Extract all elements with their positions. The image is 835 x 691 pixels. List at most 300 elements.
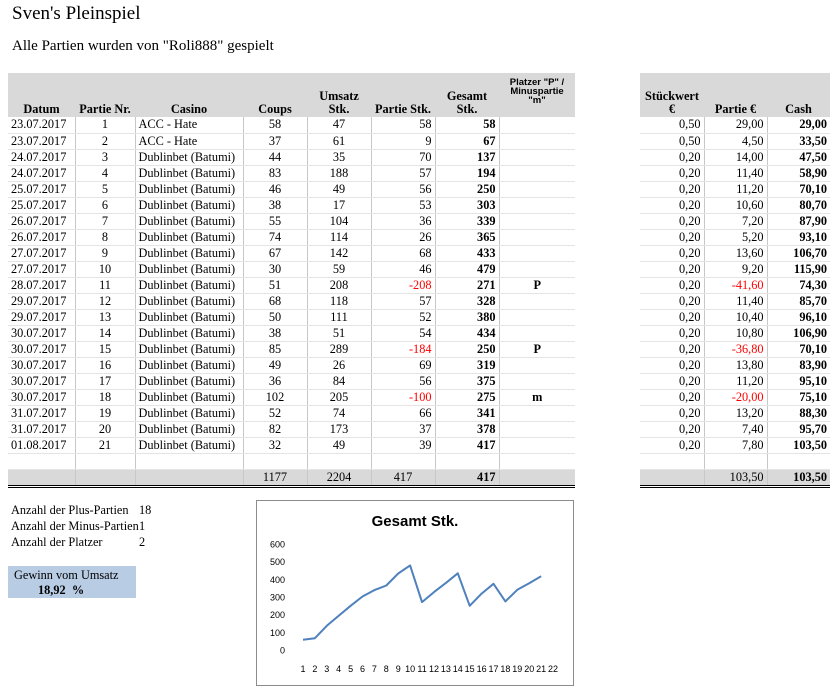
chart-gesamt	[256, 500, 574, 686]
cell-cash: 29,00	[767, 117, 830, 133]
header-platzer-line1: Platzer "P" /	[509, 77, 565, 88]
cell-umsatz: 49	[307, 437, 371, 453]
cell-partie-nr: 2	[75, 133, 135, 149]
blank-cell	[704, 453, 767, 469]
x-tick-label: 15	[464, 664, 475, 674]
cash-row	[640, 197, 830, 213]
cash-row	[640, 421, 830, 437]
cell-gesamt: 434	[435, 325, 499, 341]
y-tick-label: 400	[269, 574, 285, 585]
cell-platzer-mark	[499, 357, 575, 373]
table-row	[8, 357, 575, 373]
table-row	[8, 277, 575, 293]
cell-platzer-mark	[499, 213, 575, 229]
x-tick-label: 18	[500, 664, 511, 674]
x-tick-label: 5	[348, 664, 354, 674]
x-tick-label: 11	[417, 664, 427, 674]
cell-stueckwert: 0,20	[640, 197, 704, 213]
table-row	[8, 437, 575, 453]
total-empty	[8, 469, 75, 486]
cell-stueckwert: 0,50	[640, 117, 704, 133]
cell-datum: 29.07.2017	[8, 293, 75, 309]
summary-platzer-label: Anzahl der Platzer	[11, 535, 103, 549]
cell-coups: 68	[243, 293, 307, 309]
total-empty	[499, 469, 575, 486]
cell-gesamt: 479	[435, 261, 499, 277]
cell-partie-nr: 17	[75, 373, 135, 389]
header-platzer-line2: Minuspartie	[510, 86, 564, 97]
cell-partie-stk: -208	[371, 277, 435, 293]
cell-cash: 93,10	[767, 229, 830, 245]
cell-partie-eur: 10,60	[704, 197, 767, 213]
cell-umsatz: 59	[307, 261, 371, 277]
cell-gesamt: 365	[435, 229, 499, 245]
cell-partie-eur: 13,80	[704, 357, 767, 373]
cell-casino: Dublinbet (Batumi)	[135, 197, 243, 213]
cell-cash: 87,90	[767, 213, 830, 229]
cell-partie-eur: 10,80	[704, 325, 767, 341]
cash-row	[640, 341, 830, 357]
cell-umsatz: 26	[307, 357, 371, 373]
cell-casino: Dublinbet (Batumi)	[135, 389, 243, 405]
blank-cell	[75, 453, 135, 469]
cash-row	[640, 293, 830, 309]
page-subtitle: Alle Partien wurden von "Roli888" gespielt	[12, 38, 274, 54]
cell-platzer-mark	[499, 373, 575, 389]
cell-stueckwert: 0,20	[640, 213, 704, 229]
cell-partie-nr: 19	[75, 405, 135, 421]
cell-cash: 47,50	[767, 149, 830, 165]
cell-stueckwert: 0,20	[640, 389, 704, 405]
cash-row	[640, 229, 830, 245]
cash-row	[640, 165, 830, 181]
header-partie-stk: Partie Stk.	[371, 73, 435, 117]
cell-coups: 44	[243, 149, 307, 165]
cell-umsatz: 142	[307, 245, 371, 261]
cell-umsatz: 118	[307, 293, 371, 309]
cell-casino: Dublinbet (Batumi)	[135, 149, 243, 165]
table-row	[8, 229, 575, 245]
x-tick-label: 8	[383, 664, 389, 674]
cell-partie-nr: 13	[75, 309, 135, 325]
cell-stueckwert: 0,20	[640, 293, 704, 309]
cell-partie-stk: 26	[371, 229, 435, 245]
cell-platzer-mark	[499, 149, 575, 165]
cell-platzer-mark	[499, 117, 575, 133]
cell-casino: Dublinbet (Batumi)	[135, 437, 243, 453]
cell-casino: Dublinbet (Batumi)	[135, 213, 243, 229]
y-tick-label: 500	[269, 557, 285, 568]
cell-platzer-mark: P	[499, 341, 575, 357]
cell-gesamt: 303	[435, 197, 499, 213]
games-table	[8, 73, 575, 488]
cell-partie-stk: 37	[371, 421, 435, 437]
cell-datum: 30.07.2017	[8, 325, 75, 341]
x-tick-label: 13	[440, 664, 451, 674]
cell-gesamt: 433	[435, 245, 499, 261]
cell-coups: 102	[243, 389, 307, 405]
cell-partie-eur: 29,00	[704, 117, 767, 133]
cell-cash: 95,70	[767, 421, 830, 437]
cell-umsatz: 104	[307, 213, 371, 229]
y-tick-label: 200	[269, 610, 285, 621]
cash-row	[640, 117, 830, 133]
cell-datum: 30.07.2017	[8, 373, 75, 389]
cell-partie-stk: -100	[371, 389, 435, 405]
cell-umsatz: 51	[307, 325, 371, 341]
cell-casino: Dublinbet (Batumi)	[135, 261, 243, 277]
cell-gesamt: 417	[435, 437, 499, 453]
cell-partie-nr: 21	[75, 437, 135, 453]
blank-cell	[499, 453, 575, 469]
series-line	[303, 565, 541, 639]
cell-coups: 85	[243, 341, 307, 357]
header-partie-nr: Partie Nr.	[75, 73, 135, 117]
cell-casino: Dublinbet (Batumi)	[135, 421, 243, 437]
cell-datum: 29.07.2017	[8, 309, 75, 325]
cell-coups: 51	[243, 277, 307, 293]
cell-partie-stk: 57	[371, 165, 435, 181]
cell-coups: 67	[243, 245, 307, 261]
cell-umsatz: 84	[307, 373, 371, 389]
cell-platzer-mark: P	[499, 277, 575, 293]
x-tick-label: 16	[476, 664, 487, 674]
header-coups: Coups	[243, 73, 307, 117]
blank-cell	[640, 453, 704, 469]
summary-plus-value: 18	[139, 503, 152, 517]
cash-row	[640, 261, 830, 277]
cell-partie-nr: 10	[75, 261, 135, 277]
table-row	[8, 117, 575, 133]
cell-partie-nr: 1	[75, 117, 135, 133]
cell-partie-stk: 39	[371, 437, 435, 453]
cash-row	[640, 325, 830, 341]
cell-coups: 38	[243, 197, 307, 213]
cell-casino: Dublinbet (Batumi)	[135, 309, 243, 325]
cell-datum: 27.07.2017	[8, 245, 75, 261]
cell-casino: Dublinbet (Batumi)	[135, 165, 243, 181]
cell-stueckwert: 0,50	[640, 133, 704, 149]
cell-cash: 33,50	[767, 133, 830, 149]
table-row	[8, 213, 575, 229]
cell-partie-stk: 53	[371, 197, 435, 213]
cell-platzer-mark: m	[499, 389, 575, 405]
cell-cash: 88,30	[767, 405, 830, 421]
cell-datum: 28.07.2017	[8, 277, 75, 293]
cell-platzer-mark	[499, 245, 575, 261]
x-tick-label: 21	[536, 664, 547, 674]
cash-row	[640, 133, 830, 149]
x-tick-label: 9	[395, 664, 401, 674]
x-tick-label: 1	[300, 664, 306, 674]
table-row	[8, 165, 575, 181]
header-casino: Casino	[135, 73, 243, 117]
cell-umsatz: 208	[307, 277, 371, 293]
cell-platzer-mark	[499, 309, 575, 325]
cell-partie-nr: 14	[75, 325, 135, 341]
cell-casino: Dublinbet (Batumi)	[135, 405, 243, 421]
cash-row	[640, 437, 830, 453]
cell-platzer-mark	[499, 293, 575, 309]
cell-coups: 82	[243, 421, 307, 437]
cell-platzer-mark	[499, 405, 575, 421]
cell-partie-nr: 9	[75, 245, 135, 261]
cell-umsatz: 47	[307, 117, 371, 133]
cell-stueckwert: 0,20	[640, 149, 704, 165]
blank-cell	[8, 453, 75, 469]
cell-partie-eur: 7,40	[704, 421, 767, 437]
cell-partie-eur: 11,40	[704, 293, 767, 309]
total-empty	[135, 469, 243, 486]
cell-umsatz: 205	[307, 389, 371, 405]
cell-cash: 75,10	[767, 389, 830, 405]
cell-partie-stk: 56	[371, 373, 435, 389]
cell-coups: 49	[243, 357, 307, 373]
cell-partie-stk: 69	[371, 357, 435, 373]
cell-partie-eur: -20,00	[704, 389, 767, 405]
x-tick-label: 3	[324, 664, 330, 674]
cell-partie-nr: 7	[75, 213, 135, 229]
total-gesamt: 417	[435, 469, 499, 486]
blank-cell	[135, 453, 243, 469]
cell-coups: 50	[243, 309, 307, 325]
cell-datum: 24.07.2017	[8, 165, 75, 181]
table-row	[8, 405, 575, 421]
cell-partie-eur: -41,60	[704, 277, 767, 293]
cell-stueckwert: 0,20	[640, 245, 704, 261]
cell-umsatz: 17	[307, 197, 371, 213]
header-umsatz-line2: Stk.	[328, 102, 350, 116]
x-tick-label: 17	[488, 664, 499, 674]
cell-datum: 23.07.2017	[8, 133, 75, 149]
gain-box	[8, 566, 136, 598]
cell-stueckwert: 0,20	[640, 229, 704, 245]
cell-coups: 52	[243, 405, 307, 421]
total-partie-eur: 103,50	[704, 469, 767, 486]
cell-partie-eur: 13,60	[704, 245, 767, 261]
x-tick-label: 6	[359, 664, 366, 674]
cash-row	[640, 357, 830, 373]
cell-coups: 30	[243, 261, 307, 277]
cell-datum: 30.07.2017	[8, 357, 75, 373]
blank-cell	[307, 453, 371, 469]
cell-partie-eur: 11,20	[704, 181, 767, 197]
y-tick-label: 100	[269, 627, 285, 638]
cell-umsatz: 35	[307, 149, 371, 165]
cell-partie-nr: 4	[75, 165, 135, 181]
blank-cell	[243, 453, 307, 469]
cell-cash: 70,10	[767, 341, 830, 357]
cell-partie-eur: 9,20	[704, 261, 767, 277]
cell-cash: 83,90	[767, 357, 830, 373]
cell-cash: 106,70	[767, 245, 830, 261]
cell-partie-eur: 14,00	[704, 149, 767, 165]
table-row	[8, 181, 575, 197]
cell-coups: 83	[243, 165, 307, 181]
header-gesamt	[435, 73, 499, 117]
cell-partie-stk: 57	[371, 293, 435, 309]
header-platzer	[499, 73, 575, 117]
table-row	[8, 133, 575, 149]
cell-stueckwert: 0,20	[640, 437, 704, 453]
x-tick-label: 20	[524, 664, 535, 674]
cell-cash: 103,50	[767, 437, 830, 453]
cell-umsatz: 114	[307, 229, 371, 245]
cell-stueckwert: 0,20	[640, 421, 704, 437]
cash-total-row	[640, 469, 830, 486]
cell-stueckwert: 0,20	[640, 165, 704, 181]
cell-coups: 55	[243, 213, 307, 229]
gain-unit: %	[71, 583, 85, 597]
cash-row	[640, 405, 830, 421]
cell-gesamt: 275	[435, 389, 499, 405]
table-row	[8, 309, 575, 325]
cell-gesamt: 271	[435, 277, 499, 293]
table-row	[8, 261, 575, 277]
x-tick-label: 7	[371, 664, 377, 674]
cell-coups: 37	[243, 133, 307, 149]
cell-partie-eur: 4,50	[704, 133, 767, 149]
cell-datum: 30.07.2017	[8, 341, 75, 357]
table-row	[8, 341, 575, 357]
cell-umsatz: 173	[307, 421, 371, 437]
cash-row	[640, 245, 830, 261]
page-title: Sven's Pleinspiel	[12, 3, 141, 24]
cell-stueckwert: 0,20	[640, 261, 704, 277]
blank-row	[640, 453, 830, 469]
cell-umsatz: 74	[307, 405, 371, 421]
cell-partie-stk: -184	[371, 341, 435, 357]
x-tick-label: 4	[336, 664, 342, 674]
table-row	[8, 421, 575, 437]
table-row	[8, 373, 575, 389]
cell-partie-eur: 5,20	[704, 229, 767, 245]
cell-cash: 85,70	[767, 293, 830, 309]
cell-casino: Dublinbet (Batumi)	[135, 325, 243, 341]
cell-partie-nr: 8	[75, 229, 135, 245]
header-gesamt-line2: Stk.	[456, 102, 478, 116]
cell-casino: ACC - Hate	[135, 117, 243, 133]
cell-partie-nr: 16	[75, 357, 135, 373]
cell-casino: Dublinbet (Batumi)	[135, 181, 243, 197]
cell-datum: 31.07.2017	[8, 421, 75, 437]
blank-cell	[767, 453, 830, 469]
cell-casino: Dublinbet (Batumi)	[135, 357, 243, 373]
cell-coups: 32	[243, 437, 307, 453]
cell-platzer-mark	[499, 165, 575, 181]
cash-row	[640, 277, 830, 293]
blank-cell	[371, 453, 435, 469]
cell-stueckwert: 0,20	[640, 341, 704, 357]
cell-partie-nr: 11	[75, 277, 135, 293]
cell-partie-nr: 20	[75, 421, 135, 437]
table-header-row	[8, 73, 575, 117]
x-tick-label: 10	[405, 664, 416, 674]
cell-umsatz: 289	[307, 341, 371, 357]
header-stueckwert	[640, 73, 704, 117]
gain-label: Gewinn vom Umsatz	[14, 568, 119, 582]
cash-row	[640, 181, 830, 197]
cash-row	[640, 389, 830, 405]
cell-datum: 23.07.2017	[8, 117, 75, 133]
cell-gesamt: 250	[435, 341, 499, 357]
cell-datum: 25.07.2017	[8, 181, 75, 197]
cell-partie-stk: 70	[371, 149, 435, 165]
cell-casino: ACC - Hate	[135, 133, 243, 149]
cell-partie-nr: 18	[75, 389, 135, 405]
header-stueckwert-line2: €	[668, 102, 676, 116]
cell-gesamt: 375	[435, 373, 499, 389]
x-tick-label: 14	[452, 664, 463, 674]
cell-datum: 30.07.2017	[8, 389, 75, 405]
cell-partie-nr: 5	[75, 181, 135, 197]
cell-partie-eur: 7,80	[704, 437, 767, 453]
cell-partie-stk: 66	[371, 405, 435, 421]
cash-row	[640, 309, 830, 325]
chart-title: Gesamt Stk.	[371, 513, 459, 530]
summary-plus-label: Anzahl der Plus-Partien	[11, 503, 129, 517]
gain-value: 18,92	[38, 583, 66, 597]
cell-casino: Dublinbet (Batumi)	[135, 245, 243, 261]
cell-partie-stk: 58	[371, 117, 435, 133]
cell-platzer-mark	[499, 197, 575, 213]
cell-umsatz: 188	[307, 165, 371, 181]
header-partie-eur: Partie €	[704, 73, 767, 117]
cell-gesamt: 380	[435, 309, 499, 325]
cash-table	[640, 73, 830, 488]
cell-partie-nr: 12	[75, 293, 135, 309]
header-umsatz	[307, 73, 371, 117]
cell-umsatz: 49	[307, 181, 371, 197]
table-row	[8, 245, 575, 261]
cell-datum: 31.07.2017	[8, 405, 75, 421]
cell-gesamt: 328	[435, 293, 499, 309]
total-empty	[75, 469, 135, 486]
summary-platzer-value: 2	[139, 535, 146, 549]
cash-row	[640, 213, 830, 229]
total-partie-stk: 417	[371, 469, 435, 486]
cell-partie-stk: 36	[371, 213, 435, 229]
cell-partie-stk: 54	[371, 325, 435, 341]
cell-gesamt: 137	[435, 149, 499, 165]
header-datum: Datum	[8, 73, 75, 117]
cell-stueckwert: 0,20	[640, 405, 704, 421]
table-row	[8, 197, 575, 213]
header-platzer-line3: "m"	[528, 95, 546, 106]
cell-partie-eur: -36,80	[704, 341, 767, 357]
total-coups: 1177	[243, 469, 307, 486]
cell-partie-eur: 13,20	[704, 405, 767, 421]
cell-umsatz: 111	[307, 309, 371, 325]
cell-partie-stk: 9	[371, 133, 435, 149]
cell-coups: 74	[243, 229, 307, 245]
gain-value-wrap	[38, 583, 84, 598]
cell-stueckwert: 0,20	[640, 373, 704, 389]
cell-coups: 36	[243, 373, 307, 389]
cell-cash: 70,10	[767, 181, 830, 197]
header-umsatz-line1: Umsatz	[319, 89, 359, 103]
cell-partie-eur: 11,40	[704, 165, 767, 181]
cell-partie-stk: 68	[371, 245, 435, 261]
cell-datum: 26.07.2017	[8, 229, 75, 245]
table-row	[8, 293, 575, 309]
total-cash: 103,50	[767, 469, 830, 486]
cell-cash: 58,90	[767, 165, 830, 181]
cell-stueckwert: 0,20	[640, 181, 704, 197]
cell-gesamt: 319	[435, 357, 499, 373]
cell-cash: 106,90	[767, 325, 830, 341]
total-umsatz: 2204	[307, 469, 371, 486]
